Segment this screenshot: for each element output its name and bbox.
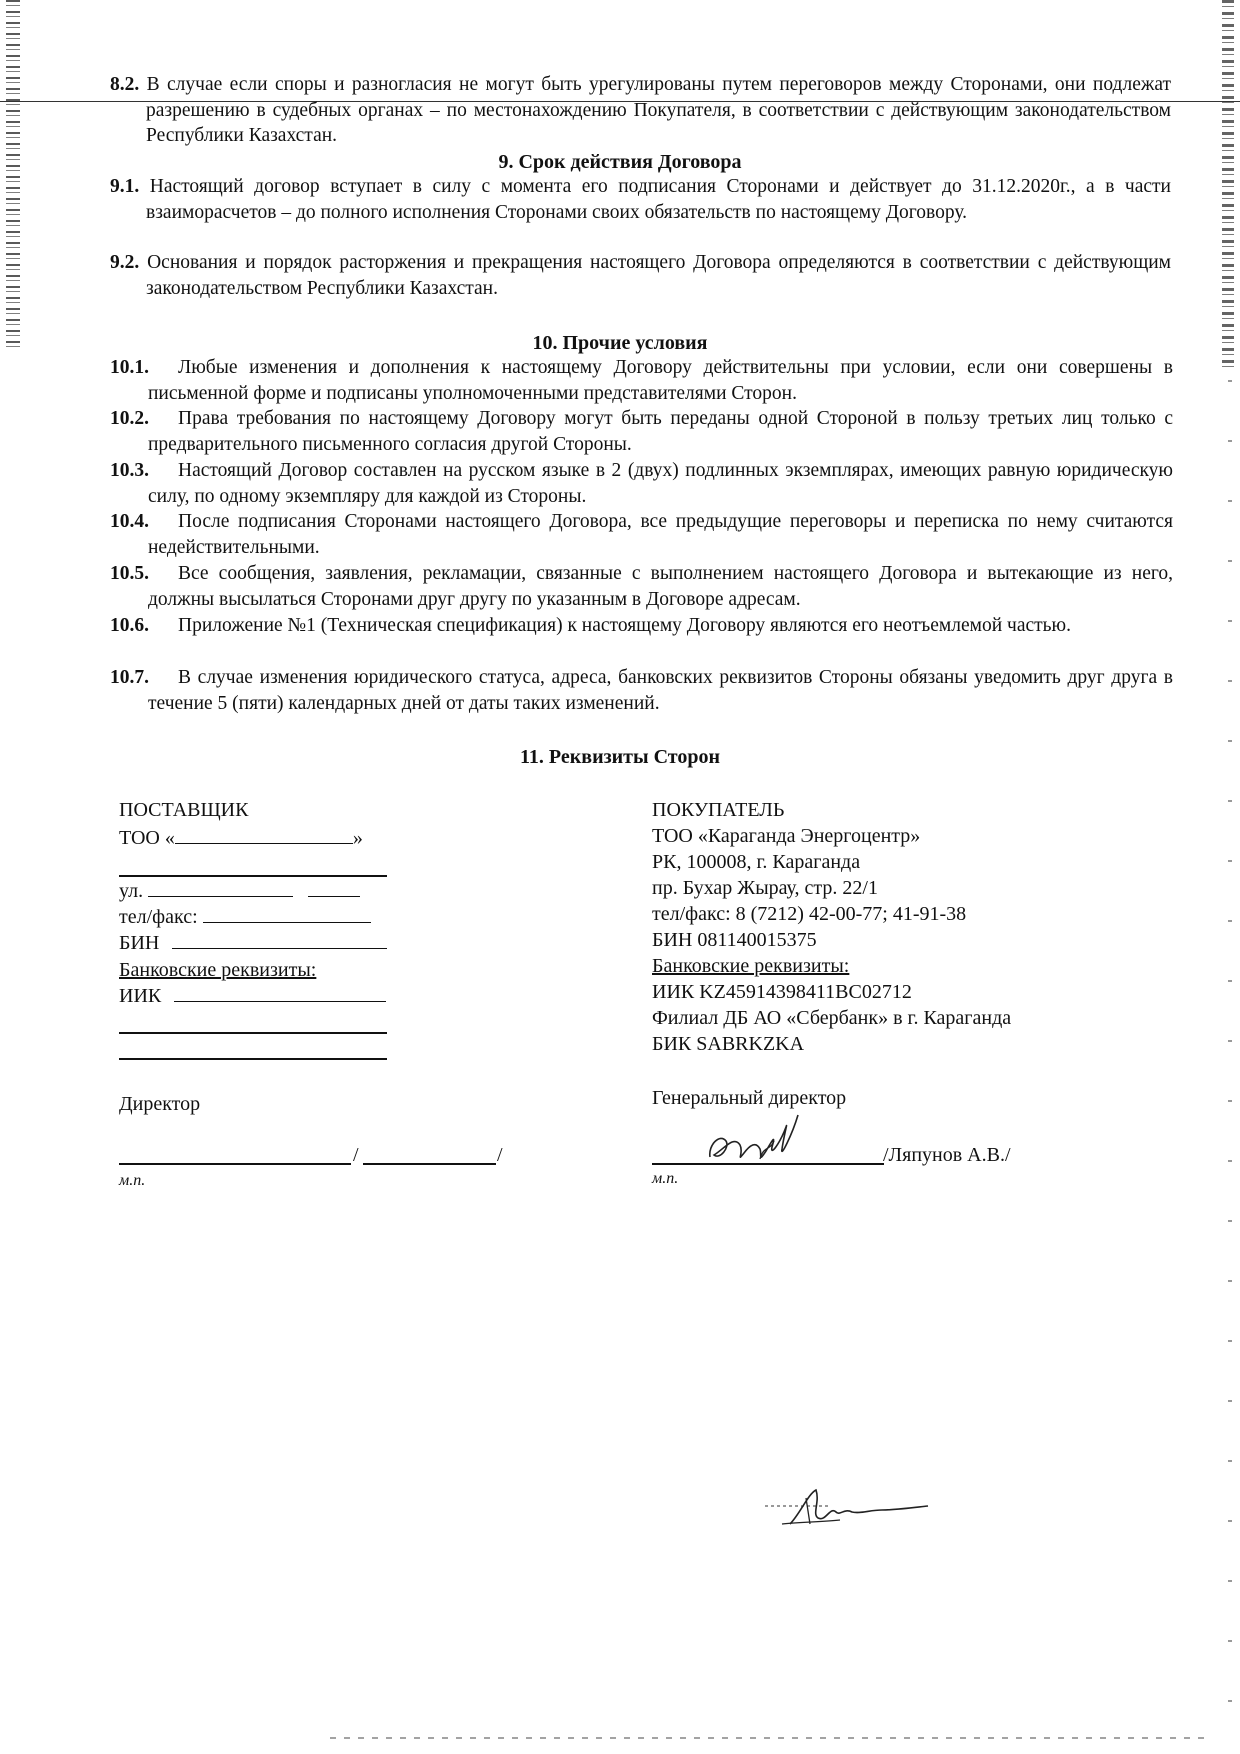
clause-number: 8.2. [110, 74, 140, 95]
supplier-company-prefix: ТОО « [119, 827, 175, 849]
supplier-phone-label: тел/факс: [119, 906, 198, 928]
clause-text: Любые изменения и дополнения к настоящему Договору действительны при условии, если они совершены в письменной форме и подписаны уполномоченными представителями Сторон. [148, 357, 1173, 404]
buyer-iik: ИИК KZ45914398411BC02712 [652, 981, 912, 1003]
clause-9-2 [110, 250, 1171, 301]
handwritten-signature-icon [700, 1105, 830, 1175]
supplier-bank-label: Банковские реквизиты: [119, 959, 317, 981]
clause-number: 9.1. [110, 176, 140, 197]
clause-text: Права требования по настоящему Договору могут быть переданы одной Стороной в пользу третьих лиц только с предварительного письменного согласия другой Стороны. [148, 408, 1173, 455]
clause-9-1 [110, 174, 1171, 225]
supplier-street [119, 878, 360, 904]
clause-text: В случае изменения юридического статуса, адреса, банковских реквизитов Стороны обязаны уведомить друг друга в течение 5 (пяти) календарных дней от даты таких изменений. [148, 667, 1173, 714]
section-9-title: 9. Срок действия Договора [498, 151, 742, 173]
clause-10-2 [110, 406, 1173, 457]
clause-text: Настоящий Договор составлен на русском языке в 2 (двух) подлинных экземплярах, имеющих равную юридическую силу, по одному экземпляру для каждой из Стороны. [148, 460, 1173, 507]
clause-10-6 [110, 613, 1173, 639]
buyer-bin: БИН 081140015375 [652, 929, 817, 951]
supplier-sign-sep-2: / [497, 1144, 503, 1166]
supplier-bin [119, 930, 387, 956]
supplier-iik-label: ИИК [119, 985, 162, 1007]
supplier-company-suffix: » [352, 827, 363, 849]
clause-text: Приложение №1 (Техническая спецификация) к настоящему Договору являются его неотъемлемой частью. [178, 615, 1071, 636]
clause-10-4 [110, 509, 1173, 560]
supplier-name-line [363, 1163, 496, 1165]
clause-number: 10.2. [110, 408, 149, 429]
handwritten-initials-icon [760, 1484, 935, 1539]
scan-artifact-bottom [330, 1737, 1210, 1739]
clause-text: Основания и порядок расторжения и прекращения настоящего Договора определяются в соответствии с действующим законодательством Республики Казахстан. [146, 252, 1172, 299]
supplier-street-blank [148, 878, 293, 897]
clause-text: Настоящий договор вступает в силу с момента его подписания Сторонами и действует до 31.12.2020г., а в части взаиморасчетов – до полного исполнения Сторонами своих обязательств по настоящему Договору. [146, 176, 1171, 223]
clause-10-5 [110, 561, 1173, 612]
supplier-company-blank [175, 825, 353, 844]
supplier-blank-line-3 [119, 1058, 387, 1060]
supplier-stamp-place: м.п. [119, 1172, 146, 1189]
supplier-signature-line [119, 1163, 351, 1165]
section-11-title: 11. Реквизиты Сторон [520, 746, 720, 768]
buyer-address-1: РК, 100008, г. Караганда [652, 851, 861, 873]
clause-number: 10.7. [110, 667, 149, 688]
buyer-address-2: пр. Бухар Жырау, стр. 22/1 [652, 877, 878, 899]
clause-text: В случае если споры и разногласия не могут быть урегулированы путем переговоров между Сторонами, они подлежат разрешению в судебных органах – по местонахождению Покупателя, в соответствии с действующим законодательством Республики Казахстан. [146, 74, 1171, 146]
clause-number: 9.2. [110, 252, 140, 273]
section-10-title: 10. Прочие условия [532, 332, 708, 354]
scan-artifact-right [1222, 0, 1234, 370]
buyer-bik: БИК SABRKZKA [652, 1033, 805, 1055]
clause-number: 10.5. [110, 563, 149, 584]
clause-number: 10.1. [110, 357, 149, 378]
buyer-signatory: /Ляпунов А.В./ [883, 1144, 1011, 1166]
clause-number: 10.3. [110, 460, 149, 481]
supplier-blank-line [119, 875, 387, 877]
buyer-branch: Филиал ДБ АО «Сбербанк» в г. Караганда [652, 1007, 1012, 1029]
supplier-iik [119, 983, 386, 1009]
buyer-stamp-place: м.п. [652, 1170, 679, 1187]
supplier-bin-blank [172, 930, 387, 949]
supplier-director-label: Директор [119, 1093, 201, 1115]
clause-10-3 [110, 458, 1173, 509]
supplier-phone [119, 904, 371, 930]
supplier-company [119, 825, 363, 851]
supplier-iik-blank [174, 983, 386, 1002]
clause-text: Все сообщения, заявления, рекламации, связанные с выполнением настоящего Договора и вытекающие из него, должны высылаться Сторонами друг другу по указанным в Договоре адресам. [148, 563, 1173, 610]
scan-artifact-left [6, 0, 20, 350]
clause-10-7 [110, 665, 1173, 716]
supplier-bin-label: БИН [119, 932, 160, 954]
clause-number: 10.4. [110, 511, 149, 532]
supplier-street-label: ул. [119, 880, 144, 902]
buyer-company: ТОО «Караганда Энергоцентр» [652, 825, 921, 847]
supplier-sign-sep-1: / [353, 1144, 359, 1166]
supplier-blank-line-2 [119, 1032, 387, 1034]
scan-artifact-right-marks [1228, 380, 1232, 1720]
supplier-phone-blank [203, 904, 371, 923]
clause-number: 10.6. [110, 615, 149, 636]
supplier-street-blank-2 [308, 878, 360, 897]
buyer-heading: ПОКУПАТЕЛЬ [652, 799, 785, 821]
supplier-heading: ПОСТАВЩИК [119, 799, 249, 821]
clause-text: После подписания Сторонами настоящего Договора, все предыдущие переговоры и переписка по нему считаются недействительными. [148, 511, 1173, 558]
clause-8-2 [110, 72, 1171, 149]
buyer-director-label: Генеральный директор [652, 1087, 847, 1109]
clause-10-1 [110, 355, 1173, 406]
buyer-bank-label: Банковские реквизиты: [652, 955, 850, 977]
buyer-phone: тел/факс: 8 (7212) 42-00-77; 41-91-38 [652, 903, 967, 925]
